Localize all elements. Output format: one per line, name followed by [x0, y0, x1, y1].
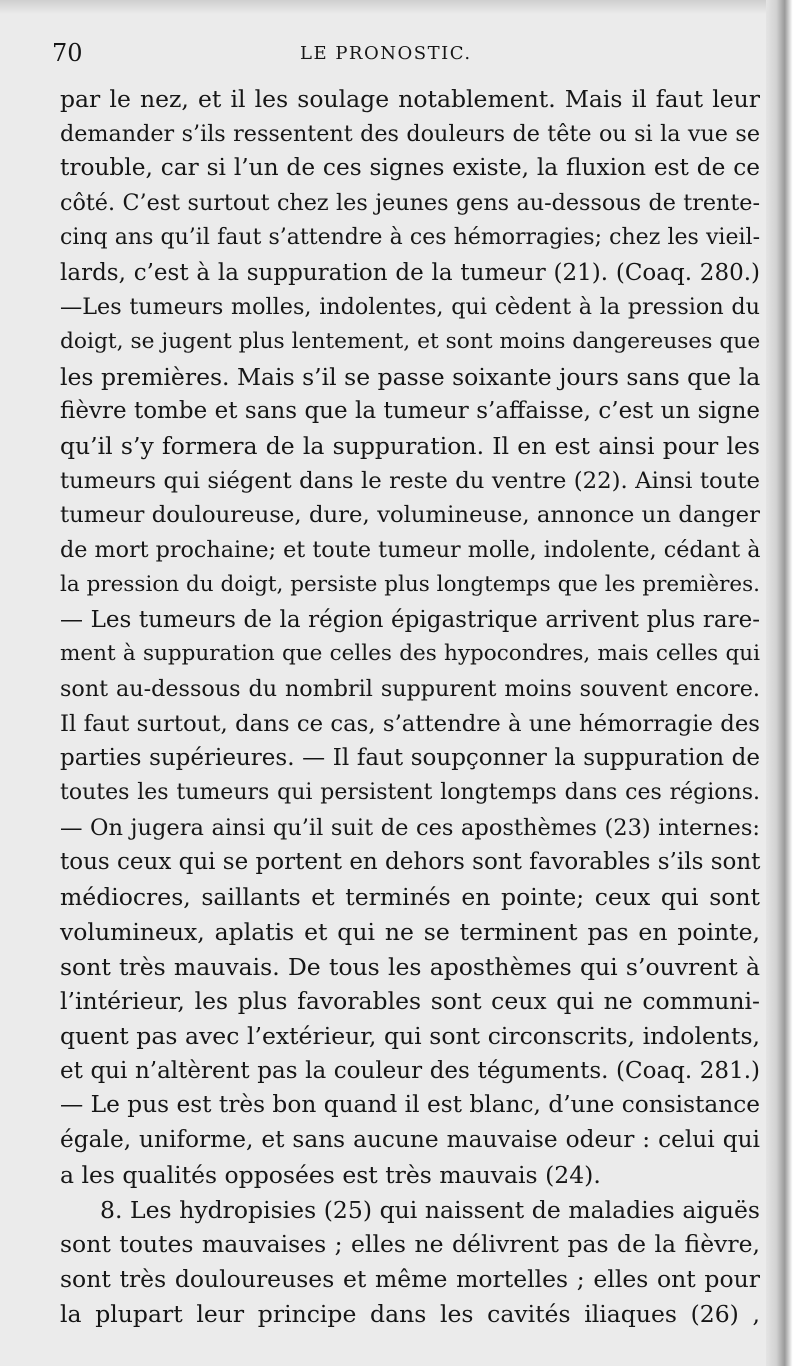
text-line: sont toutes mauvaises ; elles ne délivrent pas de la fièvre, [60, 1230, 760, 1259]
text-line: sont au-dessous du nombril suppurent moins souvent encore. [60, 675, 760, 702]
text-line: volumineux, aplatis et qui ne se terminent pas en pointe, [60, 917, 760, 946]
text-line: qu’il s’y formera de la suppuration. Il en est ainsi pour les [60, 432, 760, 461]
text-line: la plupart leur principe dans les cavités iliaques (26) , [60, 1299, 760, 1328]
text-line: demander s’ils ressentent des douleurs de tête ou si la vue se [60, 120, 760, 147]
text-line: l’intérieur, les plus favorables sont ceux qui ne communi- [60, 987, 760, 1016]
text-line: cinq ans qu’il faut s’attendre à ces hémorragies; chez les vieil- [60, 224, 760, 250]
text-line: les premières. Mais s’il se passe soixante jours sans que la [60, 362, 761, 391]
text-line: — Le pus est très bon quand il est blanc, d’une consistance [60, 1091, 760, 1119]
text-line: de mort prochaine; et toute tumeur molle, indolente, cédant à [60, 537, 761, 564]
text-line: parties supérieures. — Il faut soupçonner la suppuration de [60, 745, 760, 772]
text-line: trouble, car si l’un de ces signes existe, la fluxion est de ce [60, 154, 760, 182]
text-line: sont très mauvais. De tous les aposthèmes qui s’ouvrent à [60, 952, 760, 981]
text-line: —Les tumeurs molles, indolentes, qui cèdent à la pression du [60, 294, 760, 321]
page-gutter-edge [766, 0, 800, 1366]
text-line: Il faut surtout, dans ce cas, s’attendre à une hémorragie des [60, 710, 760, 737]
text-line: et qui n’altèrent pas la couleur des téguments. (Coaq. 281.) [60, 1057, 760, 1084]
text-line: égale, uniforme, et sans aucune mauvaise odeur : celui qui [60, 1126, 760, 1154]
page-number: 70 [52, 39, 83, 67]
text-line: la pression du doigt, persiste plus longtemps que les premières. [60, 571, 760, 597]
text-line: tumeurs qui siégent dans le reste du ventre (22). Ainsi toute [60, 467, 760, 494]
body-text [60, 82, 760, 1331]
running-title: LE PRONOSTIC. [300, 43, 472, 64]
text-line: 8. Les hydropisies (25) qui naissent de maladies aiguës [100, 1195, 760, 1224]
text-line: tumeur douloureuse, dure, volumineuse, annonce un danger [60, 502, 760, 529]
text-line: côté. C’est surtout chez les jeunes gens au-dessous de trente- [60, 190, 760, 217]
text-line: — Les tumeurs de la région épigastrique arrivent plus rare- [60, 606, 760, 633]
text-line: toutes les tumeurs qui persistent longtemps dans ces régions. [60, 780, 760, 806]
text-line: — On jugera ainsi qu’il suit de ces aposthèmes (23) internes: [60, 814, 760, 841]
page-top-shadow [0, 0, 800, 14]
text-line: a les qualités opposées est très mauvais (24). [60, 1160, 601, 1189]
text-line: tous ceux qui se portent en dehors sont favorables s’ils sont [60, 849, 761, 876]
text-line: quent pas avec l’extérieur, qui sont circonscrits, indolents, [60, 1021, 760, 1050]
text-line: médiocres, saillants et terminés en pointe; ceux qui sont [60, 883, 760, 912]
text-line: lards, c’est à la suppuration de la tumeur (21). (Coaq. 280.) [60, 259, 760, 286]
text-line: fièvre tombe et sans que la tumeur s’affaisse, c’est un signe [60, 398, 760, 425]
text-line: sont très douloureuses et même mortelles ; elles ont pour [60, 1264, 760, 1293]
text-line: doigt, se jugent plus lentement, et sont moins dangereuses que [60, 328, 761, 354]
text-line: ment à suppuration que celles des hypocondres, mais celles qui [60, 641, 760, 667]
text-line: par le nez, et il les soulage notablement. Mais il faut leur [60, 85, 760, 113]
